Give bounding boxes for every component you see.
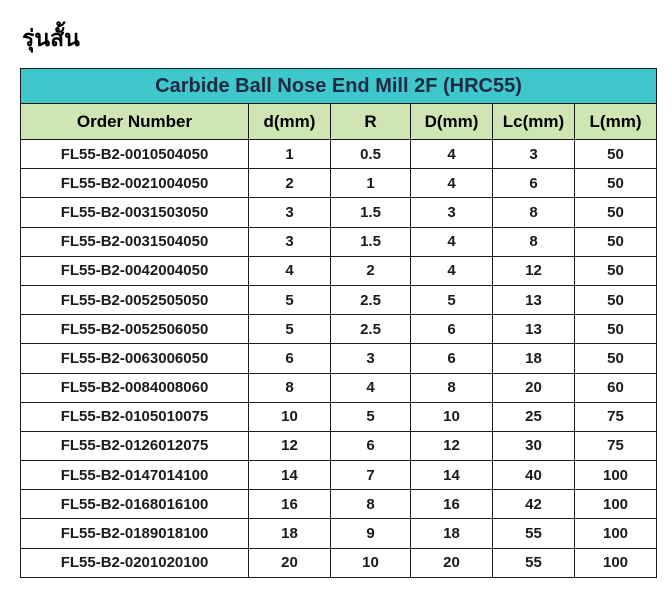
order-number-cell: FL55-B2-0031503050 (21, 198, 249, 227)
shank-d-cell: 3 (411, 198, 493, 227)
table-row (21, 431, 657, 460)
order-number-cell: FL55-B2-0126012075 (21, 431, 249, 460)
shank-d-cell: 20 (411, 548, 493, 577)
lc-cell: 55 (493, 548, 575, 577)
table-row (21, 198, 657, 227)
l-cell: 50 (575, 344, 657, 373)
table-row (21, 315, 657, 344)
shank-d-cell: 18 (411, 519, 493, 548)
table-row (21, 285, 657, 314)
table-row (21, 256, 657, 285)
d-cell: 1 (249, 140, 331, 169)
r-cell: 3 (331, 344, 411, 373)
r-cell: 4 (331, 373, 411, 402)
table-body (21, 140, 657, 578)
lc-cell: 25 (493, 402, 575, 431)
lc-cell: 6 (493, 169, 575, 198)
l-cell: 100 (575, 490, 657, 519)
order-number-cell: FL55-B2-0010504050 (21, 140, 249, 169)
table-title: Carbide Ball Nose End Mill 2F (HRC55) (21, 69, 657, 104)
order-number-cell: FL55-B2-0168016100 (21, 490, 249, 519)
d-cell: 14 (249, 461, 331, 490)
d-cell: 12 (249, 431, 331, 460)
d-cell: 3 (249, 227, 331, 256)
order-number-cell: FL55-B2-0063006050 (21, 344, 249, 373)
shank-d-cell: 12 (411, 431, 493, 460)
d-cell: 18 (249, 519, 331, 548)
r-cell: 2 (331, 256, 411, 285)
shank-d-cell: 4 (411, 140, 493, 169)
page-heading: รุ่นสั้น (22, 26, 80, 52)
lc-cell: 13 (493, 285, 575, 314)
col-header-order-number: Order Number (21, 104, 249, 140)
r-cell: 7 (331, 461, 411, 490)
l-cell: 100 (575, 461, 657, 490)
l-cell: 50 (575, 315, 657, 344)
l-cell: 60 (575, 373, 657, 402)
l-cell: 50 (575, 169, 657, 198)
shank-d-cell: 5 (411, 285, 493, 314)
d-cell: 3 (249, 198, 331, 227)
l-cell: 50 (575, 198, 657, 227)
header-row (21, 104, 657, 140)
lc-cell: 12 (493, 256, 575, 285)
lc-cell: 40 (493, 461, 575, 490)
col-header-lc: Lc(mm) (493, 104, 575, 140)
col-header-l: L(mm) (575, 104, 657, 140)
table-row (21, 140, 657, 169)
d-cell: 6 (249, 344, 331, 373)
order-number-cell: FL55-B2-0201020100 (21, 548, 249, 577)
r-cell: 0.5 (331, 140, 411, 169)
shank-d-cell: 6 (411, 315, 493, 344)
shank-d-cell: 6 (411, 344, 493, 373)
l-cell: 50 (575, 140, 657, 169)
l-cell: 50 (575, 285, 657, 314)
l-cell: 50 (575, 256, 657, 285)
d-cell: 16 (249, 490, 331, 519)
d-cell: 20 (249, 548, 331, 577)
table-row (21, 402, 657, 431)
d-cell: 4 (249, 256, 331, 285)
table-row (21, 490, 657, 519)
table-row (21, 344, 657, 373)
shank-d-cell: 4 (411, 227, 493, 256)
d-cell: 5 (249, 315, 331, 344)
col-header-r: R (331, 104, 411, 140)
d-cell: 10 (249, 402, 331, 431)
order-number-cell: FL55-B2-0147014100 (21, 461, 249, 490)
lc-cell: 8 (493, 227, 575, 256)
lc-cell: 13 (493, 315, 575, 344)
r-cell: 10 (331, 548, 411, 577)
lc-cell: 18 (493, 344, 575, 373)
l-cell: 75 (575, 402, 657, 431)
order-number-cell: FL55-B2-0052506050 (21, 315, 249, 344)
l-cell: 50 (575, 227, 657, 256)
table-row (21, 373, 657, 402)
table-row (21, 548, 657, 577)
end-mill-spec-table (20, 68, 657, 578)
r-cell: 1.5 (331, 227, 411, 256)
order-number-cell: FL55-B2-0042004050 (21, 256, 249, 285)
order-number-cell: FL55-B2-0084008060 (21, 373, 249, 402)
l-cell: 100 (575, 548, 657, 577)
table-row (21, 227, 657, 256)
shank-d-cell: 4 (411, 169, 493, 198)
r-cell: 2.5 (331, 315, 411, 344)
l-cell: 75 (575, 431, 657, 460)
r-cell: 9 (331, 519, 411, 548)
lc-cell: 42 (493, 490, 575, 519)
order-number-cell: FL55-B2-0105010075 (21, 402, 249, 431)
order-number-cell: FL55-B2-0052505050 (21, 285, 249, 314)
col-header-shank-d: D(mm) (411, 104, 493, 140)
r-cell: 8 (331, 490, 411, 519)
order-number-cell: FL55-B2-0189018100 (21, 519, 249, 548)
order-number-cell: FL55-B2-0031504050 (21, 227, 249, 256)
shank-d-cell: 16 (411, 490, 493, 519)
shank-d-cell: 8 (411, 373, 493, 402)
d-cell: 2 (249, 169, 331, 198)
r-cell: 1.5 (331, 198, 411, 227)
lc-cell: 30 (493, 431, 575, 460)
table-row (21, 169, 657, 198)
d-cell: 8 (249, 373, 331, 402)
shank-d-cell: 14 (411, 461, 493, 490)
table-row (21, 519, 657, 548)
d-cell: 5 (249, 285, 331, 314)
lc-cell: 3 (493, 140, 575, 169)
r-cell: 1 (331, 169, 411, 198)
shank-d-cell: 4 (411, 256, 493, 285)
r-cell: 5 (331, 402, 411, 431)
col-header-d: d(mm) (249, 104, 331, 140)
lc-cell: 20 (493, 373, 575, 402)
l-cell: 100 (575, 519, 657, 548)
shank-d-cell: 10 (411, 402, 493, 431)
table-row (21, 461, 657, 490)
r-cell: 2.5 (331, 285, 411, 314)
lc-cell: 55 (493, 519, 575, 548)
lc-cell: 8 (493, 198, 575, 227)
r-cell: 6 (331, 431, 411, 460)
order-number-cell: FL55-B2-0021004050 (21, 169, 249, 198)
